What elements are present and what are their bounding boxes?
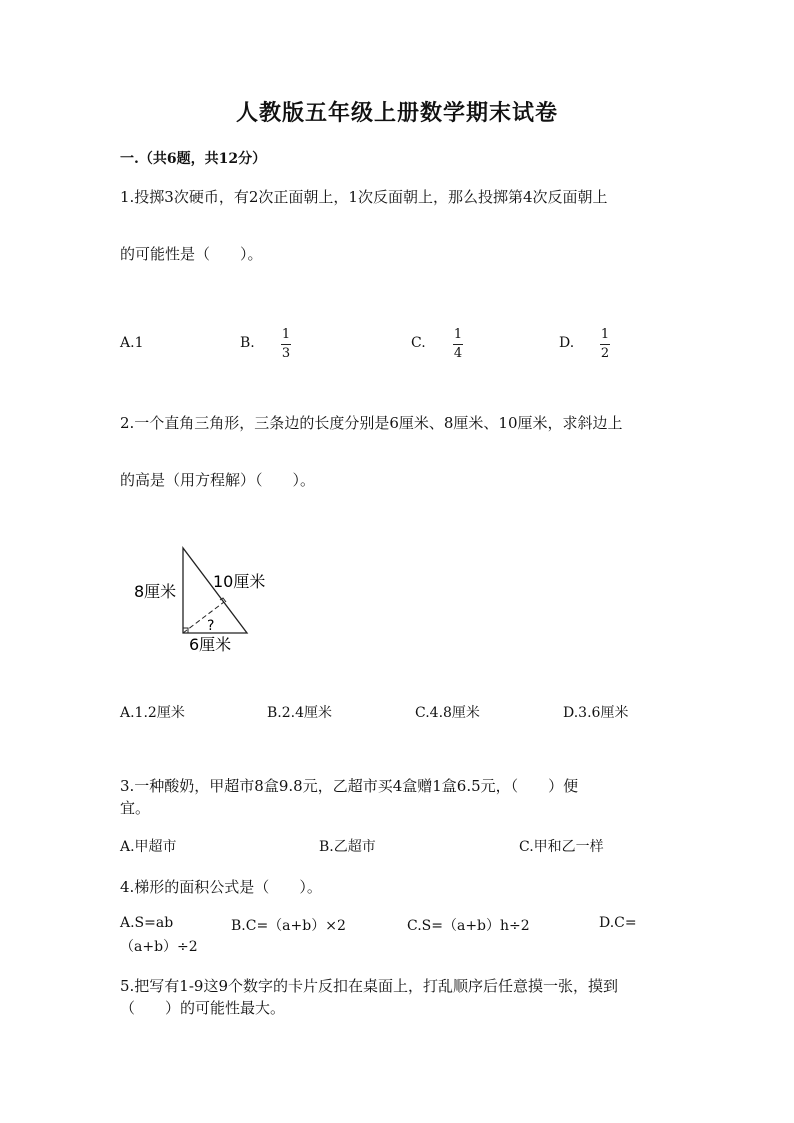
fraction-bar <box>453 344 463 345</box>
page-title: 人教版五年级上册数学期末试卷 <box>235 100 558 126</box>
q1-option-c-fraction <box>453 328 463 361</box>
denominator: 4 <box>453 346 463 361</box>
q1-option-d-label[interactable]: D. <box>559 335 575 351</box>
option-letter: A. <box>120 335 135 351</box>
q2-option-a[interactable]: A.1.2厘米 <box>120 705 185 721</box>
right-triangle-figure <box>120 540 290 660</box>
q2-option-b[interactable]: B.2.4厘米 <box>267 705 333 721</box>
q1-option-d-fraction <box>600 328 610 361</box>
q4-option-c[interactable]: C.S=（a+b）h÷2 <box>407 918 530 934</box>
fraction-bar <box>600 344 610 345</box>
q4-option-d[interactable]: D.C= <box>599 915 637 931</box>
denominator: 3 <box>281 346 291 361</box>
q3-text-line1: 3.一种酸奶，甲超市8盒9.8元，乙超市买4盒赠1盒6.5元，（ ）便 <box>120 777 579 795</box>
label-bottom-side: 6厘米 <box>189 635 232 654</box>
height-dashed-line <box>183 602 224 633</box>
q2-option-c[interactable]: C.4.8厘米 <box>415 705 480 721</box>
q3-option-b[interactable]: B.乙超市 <box>319 839 376 855</box>
q2-option-d[interactable]: D.3.6厘米 <box>563 705 629 721</box>
numerator: 1 <box>281 327 291 342</box>
q5-text-line1: 5.把写有1-9这9个数字的卡片反扣在桌面上，打乱顺序后任意摸一张，摸到 <box>120 977 619 995</box>
q3-text-line2: 宜。 <box>120 799 151 817</box>
option-text: 1 <box>134 335 144 351</box>
q1-option-b-fraction <box>281 328 291 361</box>
numerator: 1 <box>600 327 610 342</box>
numerator: 1 <box>453 327 463 342</box>
q1-text-line1: 1.投掷3次硬币，有2次正面朝上，1次反面朝上，那么投掷第4次反面朝上 <box>120 188 608 206</box>
q3-option-c[interactable]: C.甲和乙一样 <box>519 839 604 855</box>
section-heading: 一.（共6题，共12分） <box>120 151 267 167</box>
q4-option-a[interactable]: A.S=ab <box>120 915 174 931</box>
label-left-side: 8厘米 <box>134 582 177 601</box>
q3-option-a[interactable]: A.甲超市 <box>120 839 177 855</box>
q5-text-line2: （ ）的可能性最大。 <box>120 999 286 1017</box>
label-hypotenuse: 10厘米 <box>213 572 266 591</box>
q1-text-line2: 的可能性是（ ）。 <box>120 245 263 263</box>
q1-option-b-label[interactable]: B. <box>240 335 255 351</box>
q2-text-line2: 的高是（用方程解）（ ）。 <box>120 471 316 489</box>
fraction-bar <box>281 344 291 345</box>
q4-option-d-continuation: （a+b）÷2 <box>120 939 198 955</box>
denominator: 2 <box>600 346 610 361</box>
q1-option-c-label[interactable]: C. <box>411 335 426 351</box>
label-unknown-height: ? <box>207 618 215 634</box>
q1-option-a[interactable] <box>120 335 143 351</box>
q4-option-b[interactable]: B.C=（a+b）×2 <box>231 918 346 934</box>
q2-text-line1: 2.一个直角三角形，三条边的长度分别是6厘米、8厘米、10厘米，求斜边上 <box>120 414 623 432</box>
q4-text-line1: 4.梯形的面积公式是（ ）。 <box>120 878 322 896</box>
